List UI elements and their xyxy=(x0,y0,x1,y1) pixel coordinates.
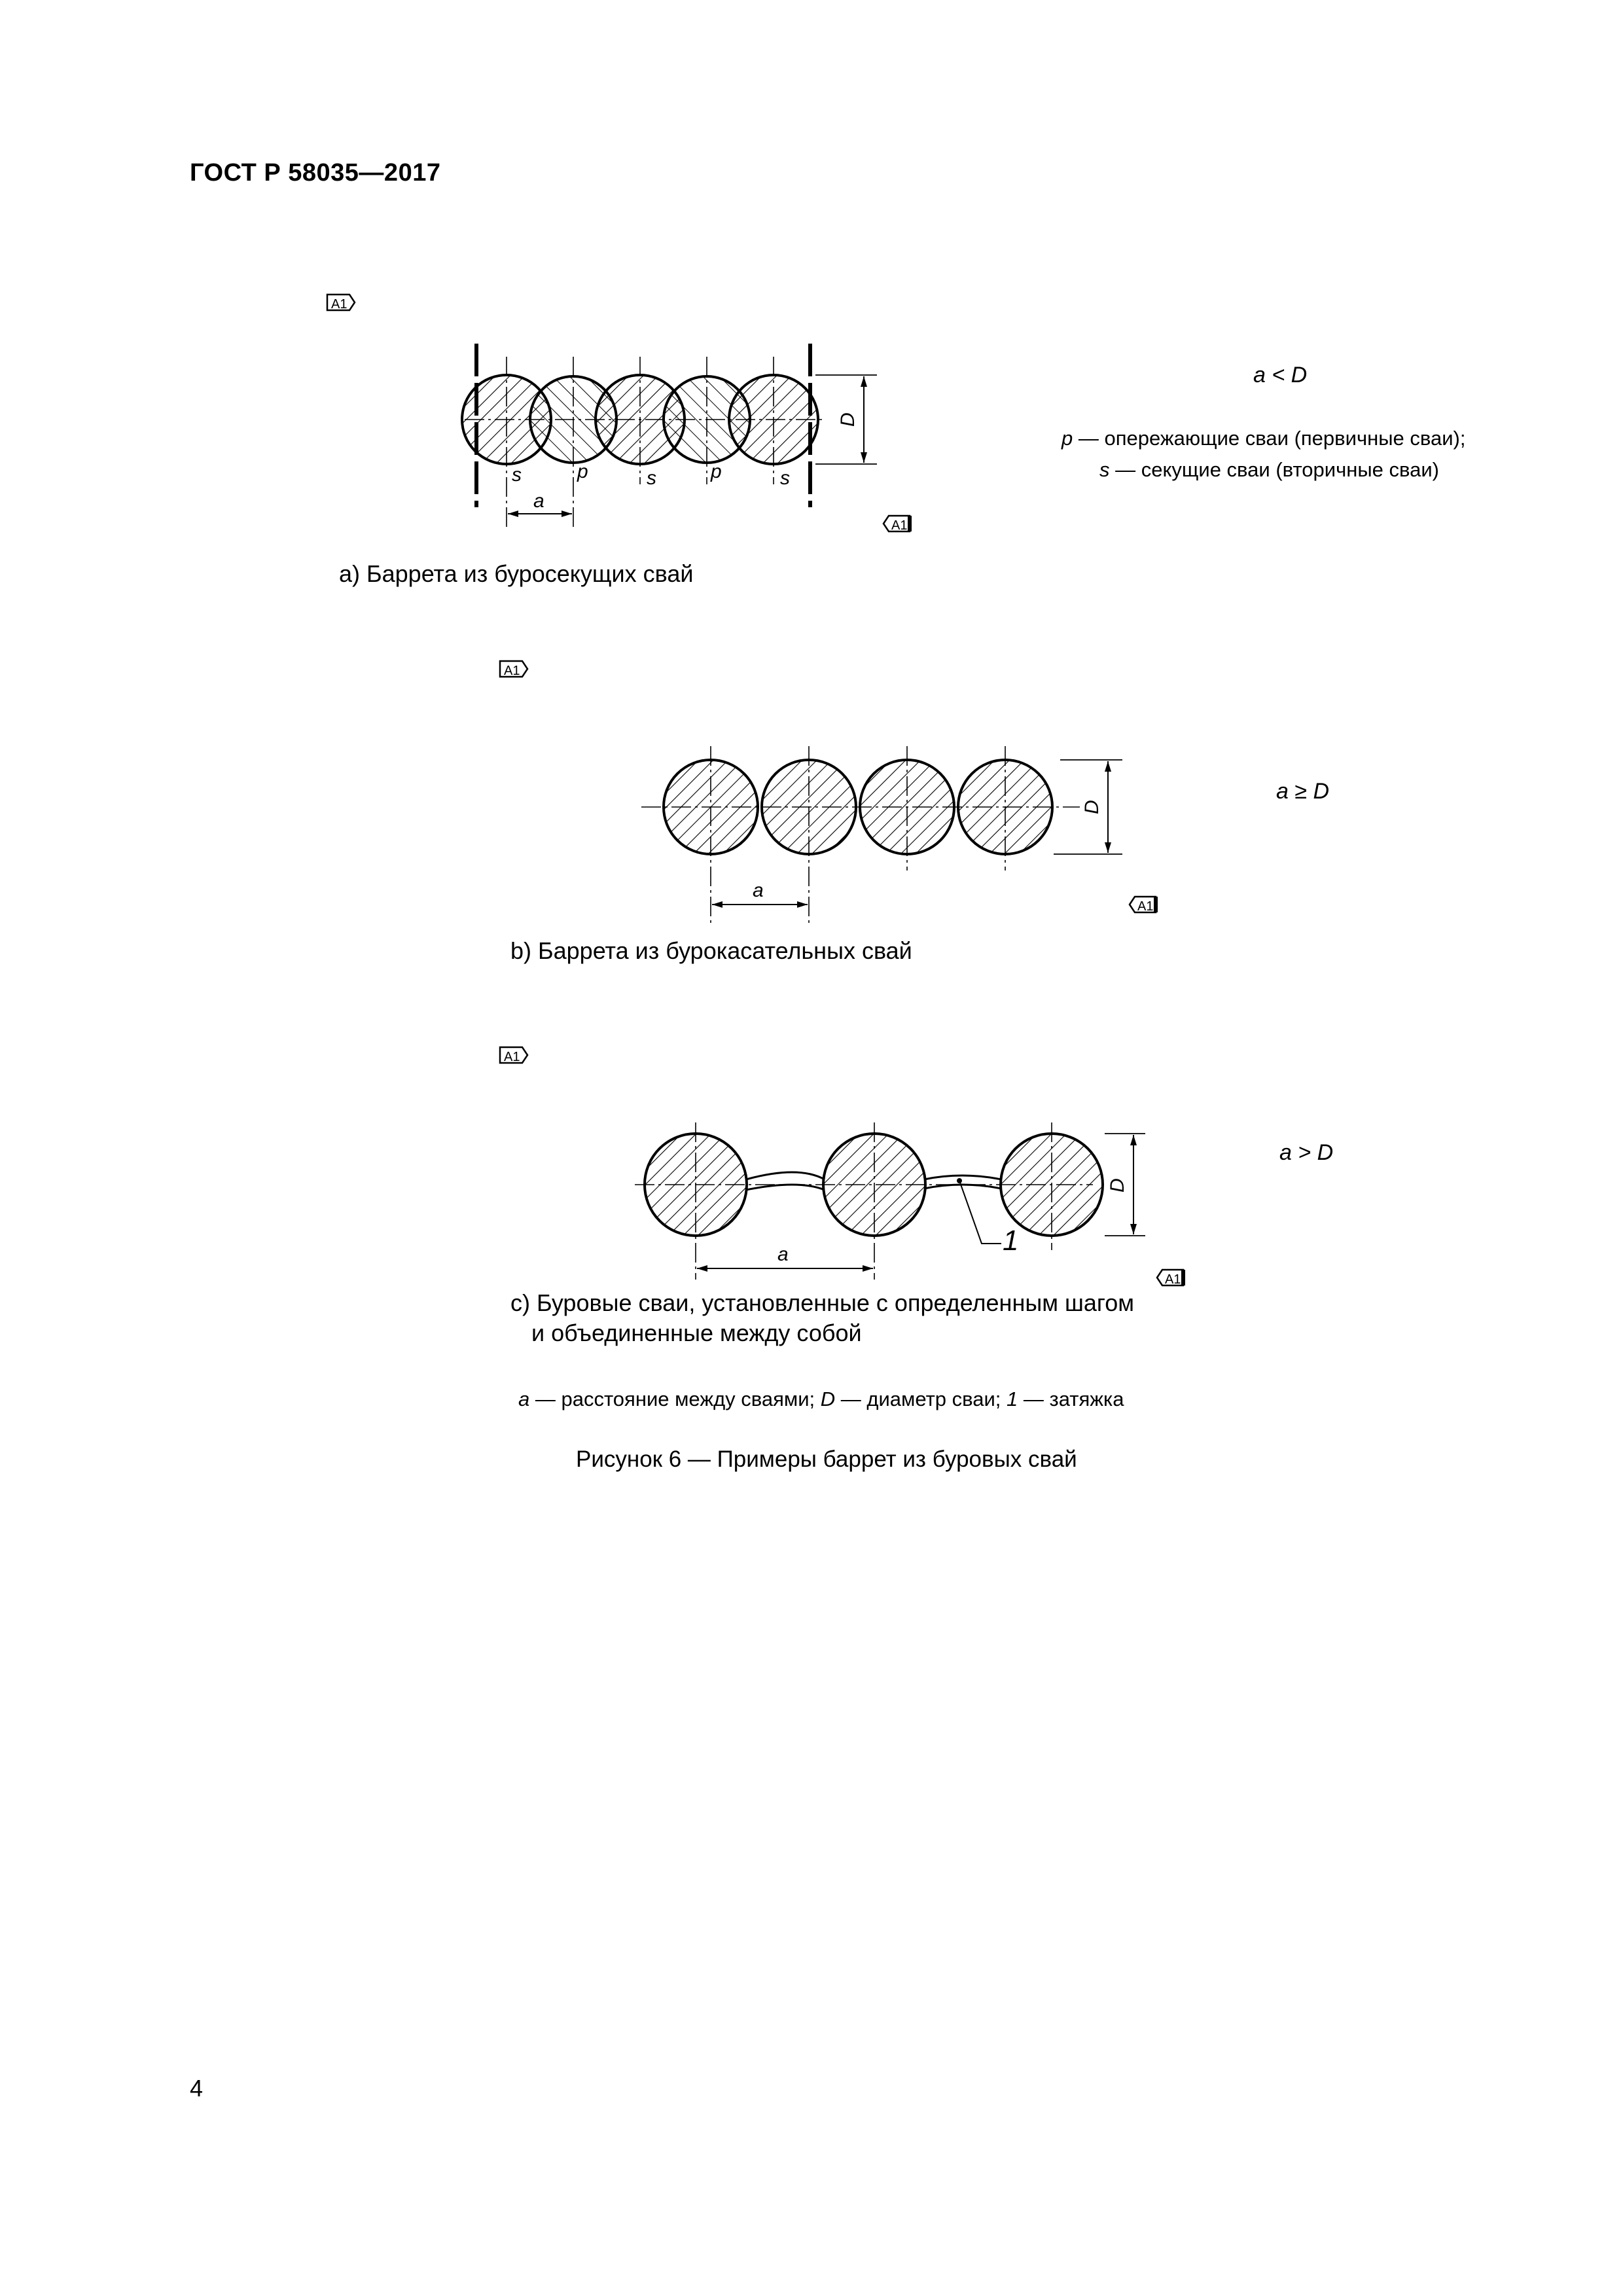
svg-text:A1: A1 xyxy=(891,518,908,533)
figure-legend: a — расстояние между сваями; D — диаметр сваи; 1 — затяжка xyxy=(518,1388,1124,1410)
svg-text:A1: A1 xyxy=(504,1050,520,1064)
amendment-end-mark xyxy=(883,516,910,533)
legend-p: p — опережающие сваи (первичные сваи); xyxy=(1061,427,1466,450)
svg-text:A1: A1 xyxy=(331,297,348,312)
svg-text:a: a xyxy=(533,490,544,512)
condition-b: a ≥ D xyxy=(1276,779,1330,804)
svg-text:A1: A1 xyxy=(504,664,520,678)
caption-a: a) Баррета из буросекущих свай xyxy=(339,560,694,587)
svg-text:1: 1 xyxy=(1003,1225,1019,1257)
pile-label: p xyxy=(711,461,722,482)
figure-title: Рисунок 6 — Примеры баррет из буровых свай xyxy=(576,1446,1077,1472)
svg-text:a: a xyxy=(777,1244,789,1265)
figure-b-diagram xyxy=(484,648,1204,936)
pile-label: s xyxy=(647,467,656,489)
condition-c: a > D xyxy=(1279,1140,1334,1165)
document-header: ГОСТ Р 58035—2017 xyxy=(190,159,441,187)
pile-label: s xyxy=(512,464,522,486)
amendment-end-mark xyxy=(1157,1270,1183,1287)
dimension-a xyxy=(508,490,572,517)
caption-b: b) Баррета из бурокасательных свай xyxy=(510,937,912,964)
dimension-a xyxy=(712,880,808,908)
svg-text:D: D xyxy=(837,412,859,427)
dimension-D xyxy=(1105,1134,1145,1236)
figure-c-diagram xyxy=(484,1034,1204,1309)
figure-a-diagram xyxy=(308,281,962,543)
dimension-D xyxy=(815,375,877,464)
amendment-start-mark xyxy=(327,295,355,312)
pile-label: s xyxy=(780,467,790,489)
svg-text:D: D xyxy=(1081,800,1103,814)
condition-a: a < D xyxy=(1253,363,1308,387)
svg-text:A1: A1 xyxy=(1165,1272,1181,1287)
caption-c-line2: и объединенные между собой xyxy=(531,1319,862,1346)
amendment-end-mark xyxy=(1130,897,1156,914)
amendment-start-mark xyxy=(500,661,527,678)
svg-text:D: D xyxy=(1107,1178,1128,1193)
dimension-a xyxy=(697,1244,873,1272)
amendment-start-mark xyxy=(500,1047,527,1064)
legend-s: s — секущие сваи (вторичные сваи) xyxy=(1099,458,1440,481)
page-number: 4 xyxy=(190,2075,204,2102)
pile-label: p xyxy=(577,461,588,482)
svg-text:A1: A1 xyxy=(1137,899,1154,914)
svg-text:a: a xyxy=(753,880,764,901)
caption-c-line1: c) Буровые сваи, установленные с определенным шагом xyxy=(510,1289,1134,1316)
